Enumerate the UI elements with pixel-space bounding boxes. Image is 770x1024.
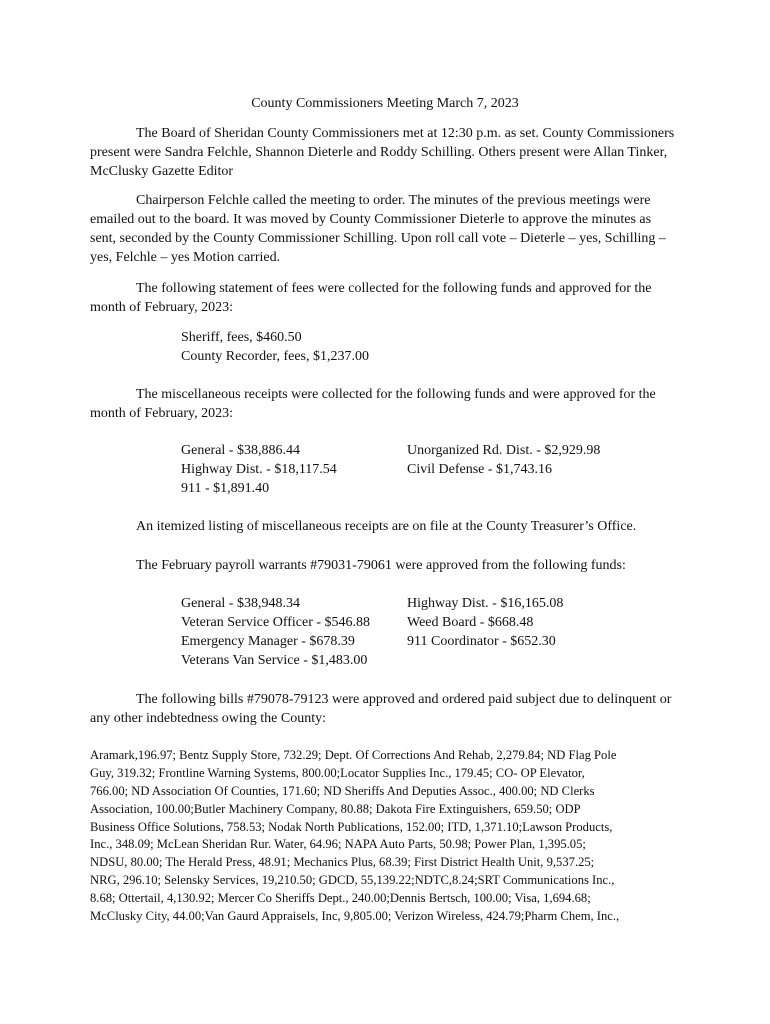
- list-item: Highway Dist. - $18,117.54: [181, 462, 337, 477]
- bills-line: Guy, 319.32; Frontline Warning Systems, 800.00;Locator Supplies Inc., 179.45; CO- OP Elevator,: [90, 765, 585, 780]
- bills-line: NRG, 296.10; Selensky Services, 19,210.50; GDCD, 55,139.22;NDTC,8.24;SRT Communications Inc.,: [90, 873, 615, 888]
- list-item: Weed Board - $668.48: [407, 615, 534, 630]
- list-item: Veteran Service Officer - $546.88: [181, 615, 371, 630]
- list-item: Veterans Van Service - $1,483.00: [181, 653, 368, 668]
- bills-line: Aramark,196.97; Bentz Supply Store, 732.29; Dept. Of Corrections And Rehab, 2,279.84; ND Flag Pole: [90, 748, 617, 762]
- list-item: Highway Dist. - $16,165.08: [407, 596, 564, 611]
- paragraph-receipts-intro: The miscellaneous receipts were collected for the following funds and were approved for the month of February, 2023:: [90, 387, 656, 421]
- list-item: Civil Defense - $1,743.16: [407, 462, 553, 477]
- page-title: County Commissioners Meeting March 7, 2023: [251, 96, 519, 111]
- paragraph-itemized-note: An itemized listing of miscellaneous receipts are on file at the County Treasurer’s Office.: [136, 519, 637, 534]
- payroll-right-column: [407, 594, 563, 651]
- bills-line: Association, 100.00;Butler Machinery Company, 80.88; Dakota Fire Extinguishers, 659.50; ODP: [90, 801, 581, 816]
- list-item: General - $38,948.34: [181, 596, 300, 611]
- fees-list: [181, 328, 369, 366]
- bills-line: Business Office Solutions, 758.53; Nodak North Publications, 152.00; ITD, 1,371.10;Lawson Products,: [90, 819, 613, 834]
- list-item: County Recorder, fees, $1,237.00: [181, 349, 370, 364]
- list-item: 911 - $1,891.40: [181, 481, 270, 496]
- bills-line: Inc., 348.09; McLean Sheridan Rur. Water, 64.96; NAPA Auto Parts, 50.98; Power Plan, 1,395.05;: [90, 837, 586, 852]
- bills-line: 766.00; ND Association Of Counties, 171.60; ND Sheriffs And Deputies Assoc., 400.00; ND Clerks: [90, 783, 595, 798]
- bills-line: McClusky City, 44.00;Van Gaurd Appraisels, Inc, 9,805.00; Verizon Wireless, 424.79;Pharm Chem, Inc.,: [90, 909, 620, 924]
- receipts-right-column: [407, 441, 600, 479]
- receipts-left-column: [181, 441, 337, 498]
- paragraph-bills-intro: The following bills #79078-79123 were approved and ordered paid subject due to delinquent or any other indebtedness owing the County:: [90, 692, 672, 726]
- list-item: 911 Coordinator - $652.30: [407, 634, 556, 649]
- paragraph-fees-intro: The following statement of fees were collected for the following funds and approved for the month of February, 2023:: [90, 281, 652, 315]
- list-item: General - $38,886.44: [181, 443, 300, 458]
- paragraph-call-to-order: Chairperson Felchle called the meeting to order. The minutes of the previous meetings were emailed out to the board. It was moved by County Commissioner Dieterle to approve the minutes as sent, seconded by the County Commissioner Schilling. Upon roll call vote – Dieterle – yes, Schilling – yes, Felchle – yes Motion carried.: [90, 193, 666, 265]
- list-item: Emergency Manager - $678.39: [181, 634, 355, 649]
- paragraph-attendance: The Board of Sheridan County Commissioners met at 12:30 p.m. as set. County Commissioners present were Sandra Felchle, Shannon Dieterle and Roddy Schilling. Others present were Allan Tinker, McClusky Gazette Editor: [90, 126, 675, 179]
- paragraph-payroll-intro: The February payroll warrants #79031-79061 were approved from the following funds:: [136, 558, 626, 573]
- bills-line: 8.68; Ottertail, 4,130.92; Mercer Co Sheriffs Dept., 240.00;Dennis Bertsch, 100.00; Visa, 1,694.68;: [90, 891, 591, 906]
- list-item: Unorganized Rd. Dist. - $2,929.98: [407, 443, 601, 458]
- payroll-left-column: [181, 594, 370, 670]
- bills-list: [90, 747, 682, 926]
- list-item: Sheriff, fees, $460.50: [181, 330, 302, 345]
- bills-line: NDSU, 80.00; The Herald Press, 48.91; Mechanics Plus, 68.39; First District Health Unit, 9,537.25;: [90, 855, 595, 870]
